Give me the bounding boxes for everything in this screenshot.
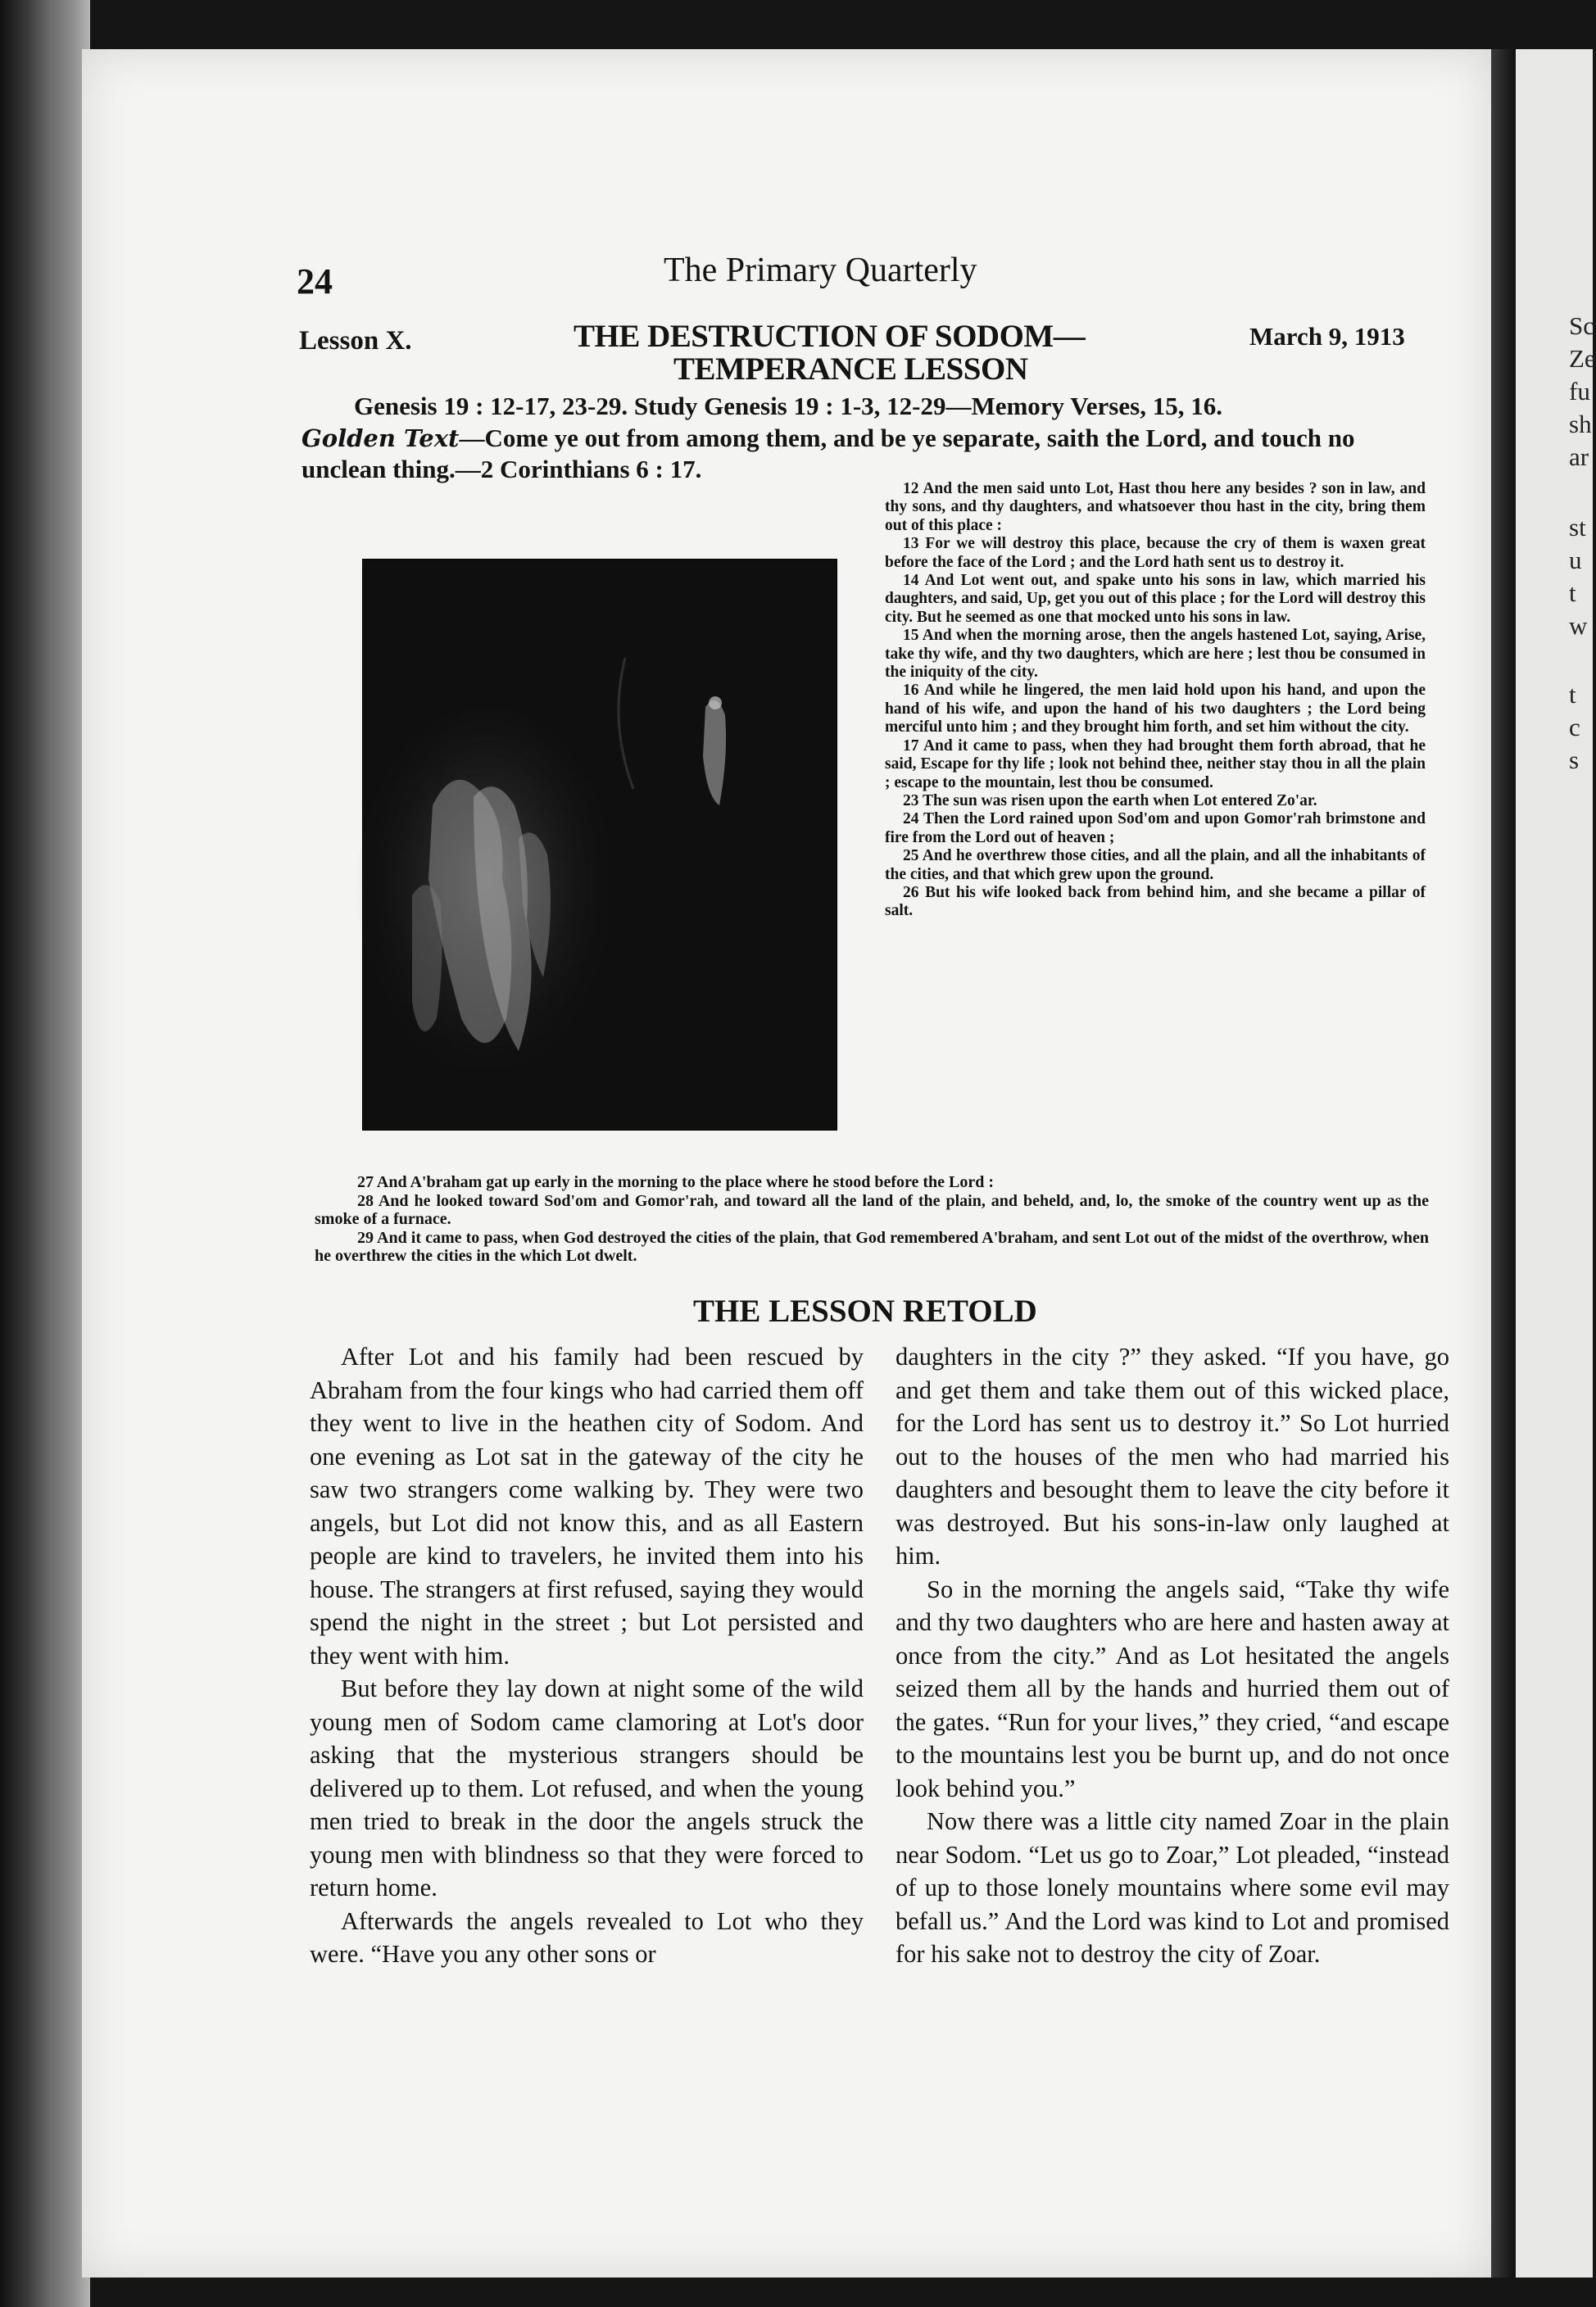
- facing-page-fragment: ar: [1569, 442, 1589, 471]
- retold-right-column: [895, 1340, 1449, 1971]
- scripture-verses-column: [885, 480, 1426, 921]
- golden-text: [302, 423, 1426, 485]
- facing-page-fragment: Sc: [1569, 311, 1594, 340]
- retold-paragraph: But before they lay down at night some of the wild young men of Sodom came clamoring at Lot's door asking that the mysterious strangers should be delivered up to them. Lot refused, and when the young men tried to break in the door the angels struck the young men with blindness so that they were forced to return home.: [310, 1675, 864, 1901]
- facing-page-fragment: st: [1569, 513, 1586, 542]
- verse-27: 27 And A'braham gat up early in the morning to the place where he stood before the Lord :: [357, 1173, 995, 1191]
- verse-25: 25 And he overthrew those cities, and all the plain, and all the inhabitants of the cities, and that which grew upon the ground.: [885, 847, 1426, 883]
- scripture-reference: Genesis 19 : 12-17, 23-29. Study Genesis 19 : 1-3, 12-29—Memory Verses, 15, 16.: [354, 392, 1222, 420]
- verse-15: 15 And when the morning arose, then the angels hastened Lot, saying, Arise, take thy wife, and thy two daughters, which are here ; lest thou be consumed in the iniquity of the city.: [885, 627, 1426, 682]
- facing-page-fragment: w: [1569, 611, 1588, 640]
- lesson-retold-heading: THE LESSON RETOLD: [693, 1294, 1037, 1329]
- facing-page-fragment: u: [1569, 546, 1582, 574]
- retold-paragraph: After Lot and his family had been rescued by Abraham from the four kings who had carried them off they went to live in the heathen city of Sodom. And one evening as Lot sat in the gateway of the city he saw two strangers come walking by. They were two angels, but Lot did not know this, and as all Eastern people are kind to travelers, he invited them into his house. The strangers at first refused, saying they would spend the night in the street ; but Lot persisted and they went with him.: [310, 1343, 864, 1670]
- retold-paragraph: Now there was a little city named Zoar in the plain near Sodom. “Let us go to Zoar,” Lot pleaded, “instead of up to those lonely mountains where some evil may befall us.” And the Lord was kind to Lot and promised for his sake not to destroy the city of Zoar.: [895, 1807, 1449, 1968]
- book-spine-shadow: [0, 0, 90, 2307]
- verse-28: 28 And he looked toward Sod'om and Gomor'rah, and toward all the land of the plain, and beheld, and, lo, the smoke of the country went up as the smoke of a furnace.: [315, 1191, 1429, 1228]
- running-head: The Primary Quarterly: [664, 252, 977, 289]
- facing-page-fragment: sh: [1569, 410, 1592, 438]
- lot-fleeing-illustration: [362, 559, 837, 1131]
- verse-26: 26 But his wife looked back from behind him, and she became a pillar of salt.: [885, 883, 1426, 920]
- verse-14: 14 And Lot went out, and spake unto his sons in law, which married his daughters, and said, Up, get you out of this place ; for the Lord will destroy this city. But he seemed as one that mocked unto his sons in law.: [885, 572, 1426, 626]
- facing-page-fragment: Ze: [1569, 344, 1596, 373]
- page-gutter: [1491, 49, 1516, 2278]
- lesson-title-line1: THE DESTRUCTION OF SODOM—: [574, 319, 1086, 354]
- facing-page-fragment: t: [1569, 578, 1576, 607]
- retold-paragraph: daughters in the city ?” they asked. “If you have, go and get them and take them out of this wicked place, for the Lord has sent us to destroy it.” So Lot hurried out to the houses of the men who had married his daughters and besought them to leave the city before it was destroyed. But his sons-in-law only laughed at him.: [895, 1343, 1449, 1570]
- retold-paragraph: Afterwards the angels revealed to Lot who they were. “Have you any other sons or: [310, 1906, 864, 1968]
- facing-page-fragment: s: [1569, 746, 1580, 774]
- verse-24: 24 Then the Lord rained upon Sod'om and upon Gomor'rah brimstone and fire from the Lord out of heaven ;: [885, 810, 1426, 846]
- retold-paragraph: So in the morning the angels said, “Take thy wife and thy two daughters who are here and hasten away at once from the city.” And as Lot hesitated the angels seized them all by the hands and hurried them out of the gates. “Run for your lives,” they cried, “and escape to the mountains lest you be burnt up, and do not once look behind you.”: [895, 1575, 1449, 1802]
- facing-page-fragment: t: [1569, 680, 1576, 709]
- verse-12: 12 And the men said unto Lot, Hast thou here any besides ? son in law, and thy sons, and thy daughters, and whatsoever thou hast in the city, bring them out of this place :: [885, 480, 1426, 534]
- verse-17: 17 And it came to pass, when they had brought them forth abroad, that he said, Escape for thy life ; look not behind thee, neither stay thou in all the plain ; escape to the mountain, lest thou be consumed.: [885, 737, 1426, 791]
- retold-left-column: [310, 1340, 864, 1971]
- golden-text-label: Golden Text: [302, 424, 460, 452]
- page-number: 24: [297, 261, 333, 301]
- lesson-date: March 9, 1913: [1249, 322, 1405, 351]
- golden-text-body: —Come ye out from among them, and be ye separate, saith the Lord, and touch no unclean thing.—2 Corinthians 6 : 17.: [302, 424, 1355, 483]
- facing-page-fragment: fu: [1569, 377, 1590, 406]
- lesson-title-line2: TEMPERANCE LESSON: [673, 351, 1028, 387]
- lesson-number: Lesson X.: [299, 326, 412, 356]
- verse-13: 13 For we will destroy this place, because the cry of them is waxen great before the face of the Lord ; and the Lord hath sent us to destroy it.: [885, 535, 1426, 571]
- verse-23: 23 The sun was risen upon the earth when Lot entered Zo'ar.: [903, 791, 1317, 809]
- scripture-verses-wide: [315, 1173, 1429, 1266]
- facing-page-fragment: c: [1569, 713, 1580, 741]
- verse-29: 29 And it came to pass, when God destroyed the cities of the plain, that God remembered A'braham, and sent Lot out of the midst of the overthrow, when he overthrew the cities in the which Lot dwelt.: [315, 1228, 1429, 1265]
- verse-16: 16 And while he lingered, the men laid hold upon his hand, and upon the hand of his wife, and upon the hand of his two daughters ; the Lord being merciful unto him ; and they brought him forth, and set him without the city.: [885, 682, 1426, 737]
- engraving-icon: [363, 560, 837, 1130]
